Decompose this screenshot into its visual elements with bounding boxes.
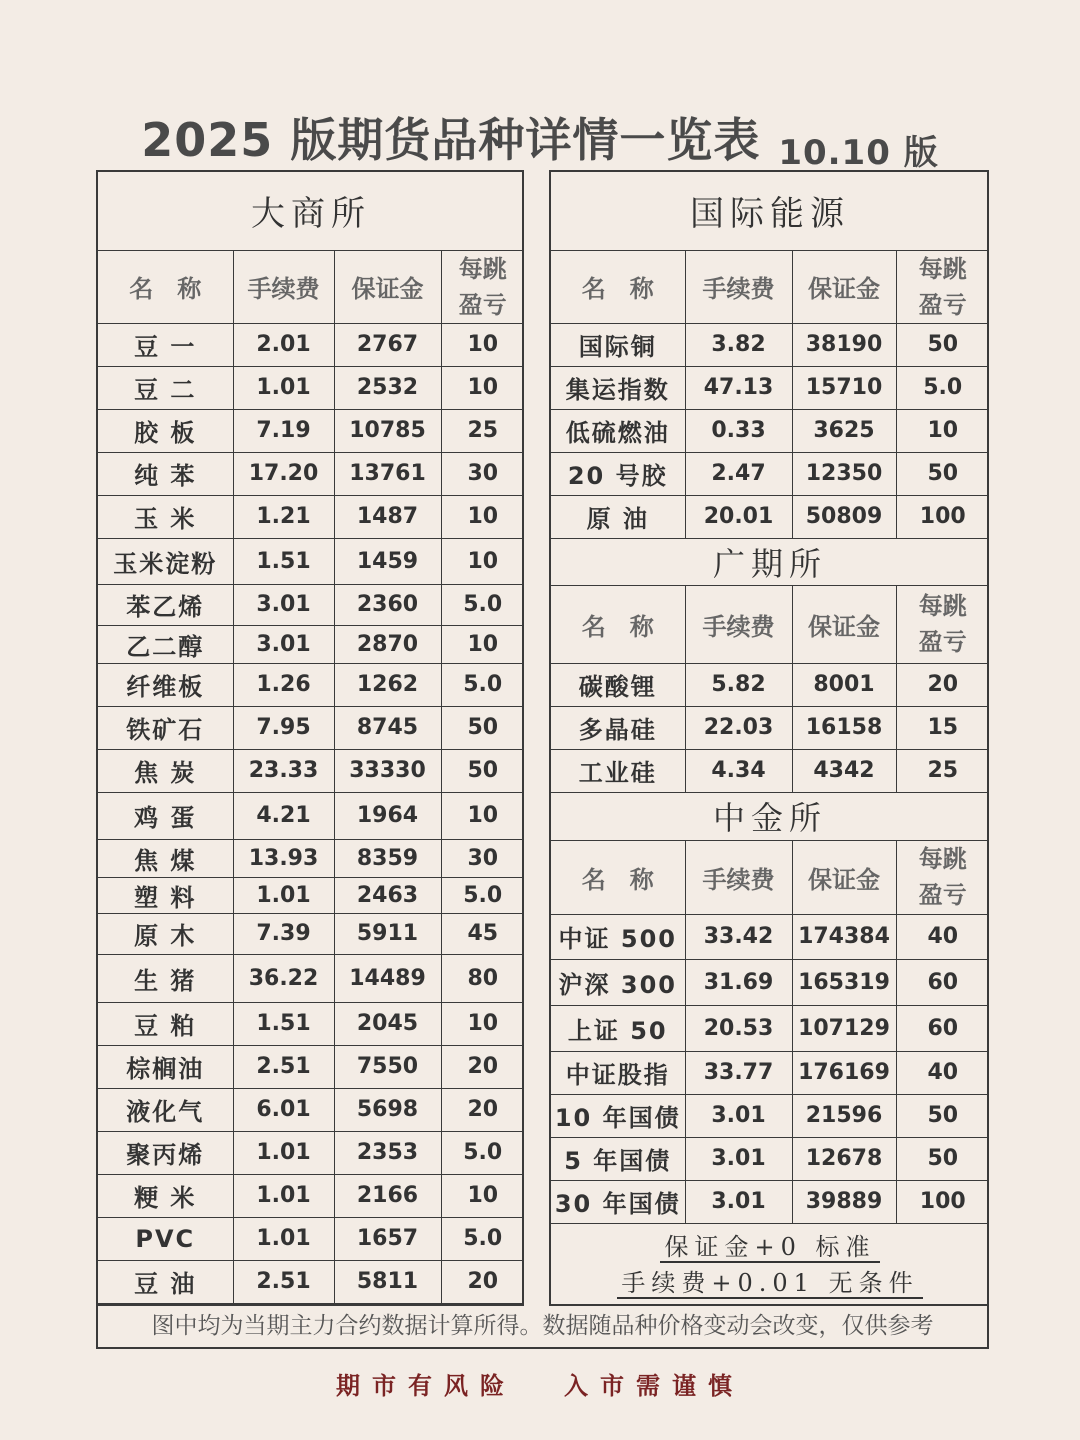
margin-value: 7550: [334, 1045, 441, 1088]
header-fee: 手续费: [685, 250, 792, 323]
fee-value: 3.82: [685, 323, 792, 366]
table-row: [98, 1045, 524, 1088]
margin-value: 5911: [334, 913, 441, 954]
header-fee: 手续费: [233, 250, 334, 323]
table-row: [98, 1002, 524, 1045]
table-row: [98, 1088, 524, 1131]
product-name: 玉米淀粉: [98, 538, 233, 584]
margin-value: 2767: [334, 323, 441, 366]
margin-value: 1964: [334, 792, 441, 839]
fee-value: 2.51: [233, 1045, 334, 1088]
margin-value: 1487: [334, 495, 441, 538]
fee-value: 20.01: [685, 495, 792, 538]
tick-value: 40: [896, 914, 989, 959]
tick-value: 25: [441, 409, 524, 452]
table-row: [98, 323, 524, 366]
table-row: [98, 584, 524, 625]
product-name: 中证 500: [551, 914, 685, 959]
margin-value: 2870: [334, 625, 441, 663]
margin-value: 8001: [792, 663, 896, 706]
product-name: 乙二醇: [98, 625, 233, 663]
header-tick: [441, 250, 524, 323]
fee-value: 4.34: [685, 749, 792, 792]
header-tick: [896, 585, 989, 663]
product-name: 碳酸锂: [551, 663, 685, 706]
tick-value: 10: [441, 1174, 524, 1217]
fee-value: 0.33: [685, 409, 792, 452]
margin-value: 10785: [334, 409, 441, 452]
margin-value: 176169: [792, 1051, 896, 1094]
tick-value: 20: [441, 1260, 524, 1303]
title-version: 10.10 版: [778, 133, 939, 173]
product-name: 20 号胶: [551, 452, 685, 495]
margin-value: 1459: [334, 538, 441, 584]
table-row: [98, 1260, 524, 1303]
product-name: 铁矿石: [98, 706, 233, 749]
header-tick-line2: 盈亏: [918, 628, 967, 656]
fee-value: 2.01: [233, 323, 334, 366]
margin-value: 165319: [792, 959, 896, 1005]
product-name: 豆 二: [98, 366, 233, 409]
tick-value: 20: [896, 663, 989, 706]
margin-value: 1262: [334, 663, 441, 706]
table-row: [98, 495, 524, 538]
fee-value: 13.93: [233, 839, 334, 877]
margin-value: 1657: [334, 1217, 441, 1260]
tick-value: 5.0: [441, 1131, 524, 1174]
fee-value: 1.01: [233, 1131, 334, 1174]
ine-title: 国际能源: [551, 172, 989, 250]
tick-value: 50: [896, 452, 989, 495]
fee-value: 33.42: [685, 914, 792, 959]
header-tick-line1: 每跳: [918, 845, 967, 873]
tick-value: 60: [896, 959, 989, 1005]
margin-value: 107129: [792, 1005, 896, 1051]
product-name: 低硫燃油: [551, 409, 685, 452]
fee-value: 1.01: [233, 1217, 334, 1260]
tick-value: 50: [896, 1137, 989, 1180]
margin-value: 12350: [792, 452, 896, 495]
note-line2: 手续费+0.01 无条件: [617, 1269, 922, 1299]
tick-value: 50: [441, 749, 524, 792]
notes-cell: [551, 1223, 989, 1307]
fee-value: 4.21: [233, 792, 334, 839]
header-margin: 保证金: [792, 840, 896, 914]
fee-value: 23.33: [233, 749, 334, 792]
fee-value: 2.51: [233, 1260, 334, 1303]
fee-value: 1.01: [233, 1174, 334, 1217]
header-name: 名 称: [551, 250, 685, 323]
fee-value: 31.69: [685, 959, 792, 1005]
tick-value: 5.0: [441, 877, 524, 913]
product-name: 沪深 300: [551, 959, 685, 1005]
margin-value: 5698: [334, 1088, 441, 1131]
tick-value: 100: [896, 1180, 989, 1223]
product-name: 聚丙烯: [98, 1131, 233, 1174]
product-name: 集运指数: [551, 366, 685, 409]
product-name: 5 年国债: [551, 1137, 685, 1180]
product-name: 工业硅: [551, 749, 685, 792]
product-name: 焦 炭: [98, 749, 233, 792]
header-tick-line1: 每跳: [458, 254, 507, 283]
margin-value: 39889: [792, 1180, 896, 1223]
margin-value: 8359: [334, 839, 441, 877]
fee-value: 3.01: [685, 1137, 792, 1180]
tick-value: 10: [441, 366, 524, 409]
fee-value: 33.77: [685, 1051, 792, 1094]
margin-value: 2463: [334, 877, 441, 913]
margin-value: 15710: [792, 366, 896, 409]
fee-value: 1.51: [233, 538, 334, 584]
dce-title: 大商所: [98, 172, 524, 250]
table-row: [551, 495, 989, 538]
product-name: 棕榈油: [98, 1045, 233, 1088]
tick-value: 45: [441, 913, 524, 954]
fee-value: 47.13: [685, 366, 792, 409]
table-row: [551, 452, 989, 495]
product-name: 苯乙烯: [98, 584, 233, 625]
margin-value: 13761: [334, 452, 441, 495]
fee-value: 1.26: [233, 663, 334, 706]
note-line1: 保证金+0 标准: [660, 1233, 879, 1263]
tick-value: 5.0: [441, 1217, 524, 1260]
warning-part2: 入市需谨慎: [564, 1371, 744, 1400]
tick-value: 10: [441, 625, 524, 663]
header-tick: [896, 250, 989, 323]
tick-value: 5.0: [896, 366, 989, 409]
tick-value: 20: [441, 1088, 524, 1131]
fee-value: 36.22: [233, 954, 334, 1002]
table-row: [551, 706, 989, 749]
product-name: 胶 板: [98, 409, 233, 452]
header-tick-line2: 盈亏: [918, 881, 967, 909]
tick-value: 100: [896, 495, 989, 538]
table-row: [551, 663, 989, 706]
margin-value: 2045: [334, 1002, 441, 1045]
fee-value: 1.51: [233, 1002, 334, 1045]
tick-value: 5.0: [441, 584, 524, 625]
fee-value: 3.01: [685, 1094, 792, 1137]
table-row: [551, 749, 989, 792]
product-name: 多晶硅: [551, 706, 685, 749]
table-row: [98, 749, 524, 792]
product-name: 豆 油: [98, 1260, 233, 1303]
right-panel: [549, 170, 989, 1306]
product-name: 生 猪: [98, 954, 233, 1002]
table-row: [551, 1094, 989, 1137]
header-tick-line1: 每跳: [918, 254, 967, 283]
table-row: [98, 954, 524, 1002]
tick-value: 30: [441, 839, 524, 877]
tick-value: 10: [441, 538, 524, 584]
tick-value: 50: [441, 706, 524, 749]
product-name: 国际铜: [551, 323, 685, 366]
risk-warning: [0, 1366, 1080, 1401]
table-row: [551, 366, 989, 409]
fee-value: 6.01: [233, 1088, 334, 1131]
table-row: [98, 877, 524, 913]
tick-value: 10: [441, 792, 524, 839]
margin-value: 21596: [792, 1094, 896, 1137]
table-row: [551, 1051, 989, 1094]
header-margin: 保证金: [334, 250, 441, 323]
gfex-header-row: [551, 585, 989, 663]
tick-value: 50: [896, 1094, 989, 1137]
table-row: [98, 663, 524, 706]
table-row: [551, 1137, 989, 1180]
tick-value: 5.0: [441, 663, 524, 706]
table-row: [551, 323, 989, 366]
margin-value: 14489: [334, 954, 441, 1002]
table-row: [98, 538, 524, 584]
product-name: PVC: [98, 1217, 233, 1260]
header-margin: 保证金: [792, 585, 896, 663]
fee-value: 1.21: [233, 495, 334, 538]
margin-value: 2532: [334, 366, 441, 409]
gfex-title: 广期所: [551, 538, 989, 585]
table-row: [551, 1180, 989, 1223]
tick-value: 10: [896, 409, 989, 452]
table-row: [98, 913, 524, 954]
product-name: 原 木: [98, 913, 233, 954]
table-row: [551, 409, 989, 452]
table-row: [98, 625, 524, 663]
product-name: 粳 米: [98, 1174, 233, 1217]
table-row: [98, 452, 524, 495]
fee-value: 20.53: [685, 1005, 792, 1051]
header-tick-line1: 每跳: [918, 592, 967, 620]
header-name: 名 称: [98, 250, 233, 323]
tick-value: 10: [441, 1002, 524, 1045]
product-name: 中证股指: [551, 1051, 685, 1094]
table-row: [98, 366, 524, 409]
tick-value: 15: [896, 706, 989, 749]
cffex-title: 中金所: [551, 792, 989, 840]
right-table: [551, 172, 989, 1307]
product-name: 30 年国债: [551, 1180, 685, 1223]
header-fee: 手续费: [685, 840, 792, 914]
dce-header-row: [98, 250, 524, 323]
tick-value: 25: [896, 749, 989, 792]
tick-value: 30: [441, 452, 524, 495]
margin-value: 2360: [334, 584, 441, 625]
margin-value: 50809: [792, 495, 896, 538]
dce-panel: [96, 170, 524, 1306]
margin-value: 16158: [792, 706, 896, 749]
fee-value: 17.20: [233, 452, 334, 495]
tick-value: 60: [896, 1005, 989, 1051]
warning-part1: 期市有风险: [336, 1371, 516, 1400]
fee-value: 3.01: [685, 1180, 792, 1223]
table-row: [98, 839, 524, 877]
margin-value: 4342: [792, 749, 896, 792]
tick-value: 40: [896, 1051, 989, 1094]
product-name: 液化气: [98, 1088, 233, 1131]
footer-disclaimer: 图中均为当期主力合约数据计算所得。数据随品种价格变动会改变，仅供参考: [96, 1305, 989, 1349]
product-name: 玉 米: [98, 495, 233, 538]
fee-value: 1.01: [233, 366, 334, 409]
tick-value: 10: [441, 323, 524, 366]
table-row: [98, 1174, 524, 1217]
fee-value: 3.01: [233, 584, 334, 625]
table-row: [98, 1217, 524, 1260]
product-name: 原 油: [551, 495, 685, 538]
table-row: [551, 959, 989, 1005]
margin-value: 33330: [334, 749, 441, 792]
dce-table: [98, 172, 524, 1304]
margin-value: 174384: [792, 914, 896, 959]
margin-value: 12678: [792, 1137, 896, 1180]
fee-value: 7.95: [233, 706, 334, 749]
tick-value: 20: [441, 1045, 524, 1088]
margin-value: 38190: [792, 323, 896, 366]
title-main: 2025 版期货品种详情一览表: [141, 113, 761, 167]
fee-value: 5.82: [685, 663, 792, 706]
fee-value: 2.47: [685, 452, 792, 495]
fee-value: 1.01: [233, 877, 334, 913]
ine-header-row: [551, 250, 989, 323]
table-row: [98, 706, 524, 749]
table-row: [551, 914, 989, 959]
cffex-header-row: [551, 840, 989, 914]
product-name: 鸡 蛋: [98, 792, 233, 839]
product-name: 豆 一: [98, 323, 233, 366]
table-row: [98, 409, 524, 452]
fee-value: 22.03: [685, 706, 792, 749]
margin-value: 3625: [792, 409, 896, 452]
header-fee: 手续费: [685, 585, 792, 663]
product-name: 纯 苯: [98, 452, 233, 495]
margin-value: 8745: [334, 706, 441, 749]
product-name: 焦 煤: [98, 839, 233, 877]
header-tick: [896, 840, 989, 914]
header-tick-line2: 盈亏: [458, 290, 507, 319]
page-title: [0, 104, 1080, 174]
table-row: [98, 1131, 524, 1174]
margin-value: 2166: [334, 1174, 441, 1217]
header-margin: 保证金: [792, 250, 896, 323]
header-name: 名 称: [551, 585, 685, 663]
table-row: [98, 792, 524, 839]
product-name: 豆 粕: [98, 1002, 233, 1045]
product-name: 纤维板: [98, 663, 233, 706]
fee-value: 7.39: [233, 913, 334, 954]
margin-value: 5811: [334, 1260, 441, 1303]
tick-value: 50: [896, 323, 989, 366]
tick-value: 10: [441, 495, 524, 538]
header-tick-line2: 盈亏: [918, 290, 967, 319]
margin-value: 2353: [334, 1131, 441, 1174]
product-name: 塑 料: [98, 877, 233, 913]
table-row: [551, 1005, 989, 1051]
tick-value: 80: [441, 954, 524, 1002]
product-name: 10 年国债: [551, 1094, 685, 1137]
fee-value: 7.19: [233, 409, 334, 452]
header-name: 名 称: [551, 840, 685, 914]
product-name: 上证 50: [551, 1005, 685, 1051]
fee-value: 3.01: [233, 625, 334, 663]
